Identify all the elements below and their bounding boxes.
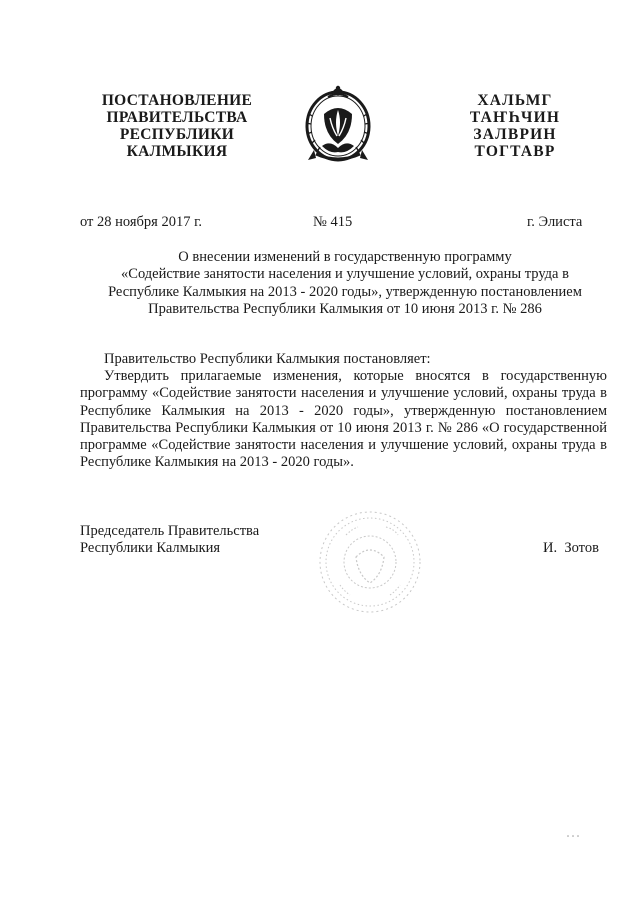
resolution-paragraph: Утвердить прилагаемые изменения, которые вносятся в государственную программу «Содействие занятости населения и улучшение условий, охраны труда в Республике Калмыкия на 2013 - 2020 годы», утвержденную постановлением Правительства Республики Калмыкия от 10 июня 2013 г. № 286 «О государственной программе «Содействие занятости населения и улучшение условий, охраны труда в Республике Калмыкия на 2013 - 2020 годы».	[80, 368, 607, 471]
header-left-line: ПОСТАНОВЛЕНИЕ	[101, 92, 253, 109]
resolution-intro: Правительство Республики Калмыкия постановляет:	[104, 351, 431, 367]
title-line: Правительства Республики Калмыкия от 10 июня 2013 г. № 286	[148, 300, 542, 317]
signatory-position-line: Республики Калмыкия	[80, 540, 221, 557]
header-right-line: ХАЛЬМГ	[477, 92, 553, 109]
document-date: от 28 ноября 2017 г.	[80, 214, 203, 230]
title-line: О внесении изменений в государственную программу	[178, 249, 512, 265]
header-left-line: КАЛМЫКИЯ	[126, 143, 228, 160]
official-seal-stamp	[316, 505, 424, 619]
signatory-position	[80, 523, 259, 558]
signatory-position-line: Председатель Правительства	[80, 523, 260, 539]
header-right-line: ТОГТАВР	[474, 143, 556, 160]
document-city: г. Элиста	[527, 214, 583, 230]
signatory-name: И. Зотов	[543, 540, 599, 556]
title-line: «Содействие занятости населения и улучшение условий, охраны труда в	[121, 266, 569, 283]
coat-of-arms-icon	[300, 80, 376, 166]
title-line: Республике Калмыкия на 2013 - 2020 годы», утвержденную постановлением	[108, 283, 582, 300]
header-right-line: ЗАЛВРИН	[473, 126, 557, 143]
scan-marks	[566, 826, 580, 832]
header-title-russian	[96, 92, 258, 160]
header-title-kalmyk	[446, 92, 584, 160]
header-left-line: ПРАВИТЕЛЬСТВА	[106, 109, 248, 126]
header-left-line: РЕСПУБЛИКИ	[119, 126, 235, 143]
document-number: № 415	[313, 214, 353, 230]
header-right-line: ТАҤҺЧИН	[469, 109, 561, 126]
document-title	[80, 249, 610, 318]
